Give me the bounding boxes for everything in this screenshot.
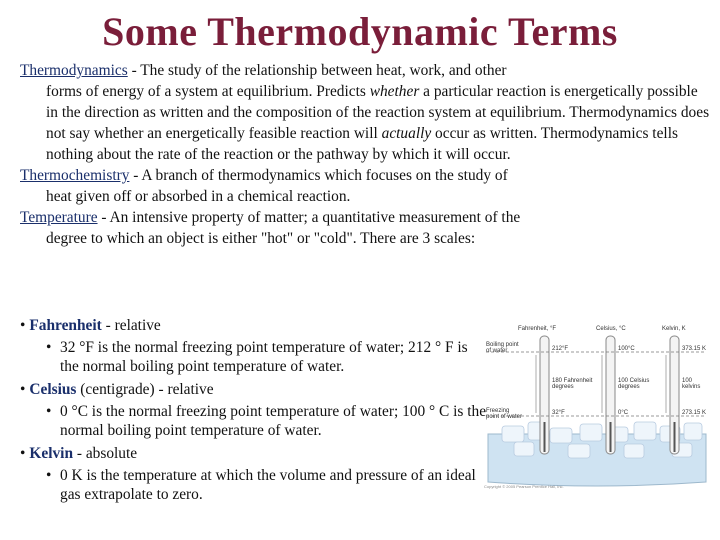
scale-fahrenheit	[20, 316, 490, 376]
temperature-scales-list	[20, 312, 490, 504]
definition-text: forms of energy of a system at equilibrium. Predicts	[46, 83, 370, 100]
column-label-fahrenheit: Fahrenheit, °F	[518, 326, 557, 332]
scale-celsius	[20, 380, 490, 440]
scale-detail-celsius: 0 °C is the normal freezing point temperature of water; 100 ° C is the normal boiling point temperature of water.	[60, 403, 487, 439]
scale-name-fahrenheit: Fahrenheit	[29, 317, 102, 334]
kelvin-span-label: 100 kelvins	[682, 378, 701, 390]
term-thermochemistry[interactable]: Thermochemistry	[20, 167, 130, 184]
celsius-boiling-value: 100°C	[618, 346, 635, 352]
celsius-span-label: 100 Celsius degrees	[618, 378, 650, 390]
definition-text: - The study of the relationship between heat, work, and other	[127, 62, 507, 79]
column-label-celsius: Celsius, °C	[596, 326, 626, 332]
term-temperature[interactable]: Temperature	[20, 209, 98, 226]
sub-bullet: •	[46, 403, 52, 420]
scale-kelvin	[20, 444, 490, 504]
scale-suffix: (centigrade) - relative	[76, 381, 214, 398]
fahrenheit-span-label: 180 Fahrenheit degrees	[552, 378, 593, 390]
figure-credit: Copyright © 2005 Pearson Prentice Hall, Inc.	[484, 484, 564, 489]
emphasis-whether: whether	[369, 83, 420, 100]
column-label-kelvin: Kelvin, K	[662, 326, 686, 332]
definition-thermodynamics	[20, 60, 710, 165]
sub-bullet: •	[46, 467, 52, 484]
thermometer-fahrenheit	[540, 336, 549, 454]
fahrenheit-boiling-value: 212°F	[552, 346, 569, 352]
definition-thermochemistry	[20, 165, 710, 207]
definition-text: - A branch of thermodynamics which focuses on the study of	[129, 167, 508, 184]
kelvin-freezing-value: 273.15 K	[682, 410, 707, 416]
emphasis-actually: actually	[381, 125, 432, 142]
thermometer-scales-figure	[484, 322, 710, 490]
fahrenheit-freezing-value: 32°F	[552, 410, 565, 416]
scale-detail-fahrenheit: 32 °F is the normal freezing point temperature of water; 212 ° F is the normal boiling point temperature of water.	[60, 339, 468, 375]
bullet: •	[20, 445, 26, 462]
bullet: •	[20, 381, 26, 398]
scale-name-kelvin: Kelvin	[29, 445, 73, 462]
definition-text: - An intensive property of matter; a quantitative measurement of the	[97, 209, 521, 226]
sub-bullet: •	[46, 339, 52, 356]
term-thermodynamics[interactable]: Thermodynamics	[20, 62, 128, 79]
bullet: •	[20, 317, 26, 334]
boiling-point-label: Boiling point of water	[486, 342, 519, 354]
scale-suffix: - relative	[101, 317, 161, 334]
thermometer-celsius	[606, 336, 615, 454]
slide-title: Some Thermodynamic Terms	[102, 9, 618, 54]
definition-temperature	[20, 207, 710, 249]
definition-text: degree to which an object is either "hot" or "cold". There are 3 scales:	[46, 230, 476, 247]
freezing-point-label: Freezing point of water	[486, 408, 523, 420]
definition-text: occur as written. Thermodynamics tells nothing about the rate of the reaction or the pathway by which it will occur.	[46, 125, 678, 163]
thermometer-kelvin	[670, 336, 679, 454]
scale-name-celsius: Celsius	[29, 381, 77, 398]
kelvin-boiling-value: 373.15 K	[682, 346, 707, 352]
definitions-list	[20, 60, 710, 249]
celsius-freezing-value: 0°C	[618, 410, 629, 416]
definition-text: heat given off or absorbed in a chemical reaction.	[46, 188, 351, 205]
scale-detail-kelvin: 0 K is the temperature at which the volume and pressure of an ideal gas extrapolate to zero.	[60, 467, 476, 503]
scale-suffix: - absolute	[73, 445, 138, 462]
definition-text: a particular reaction is energetically possible in the direction as written and the composition of the reaction system at equilibrium. Thermodynamics does not say whether an energetically feasible reaction will	[46, 83, 710, 142]
